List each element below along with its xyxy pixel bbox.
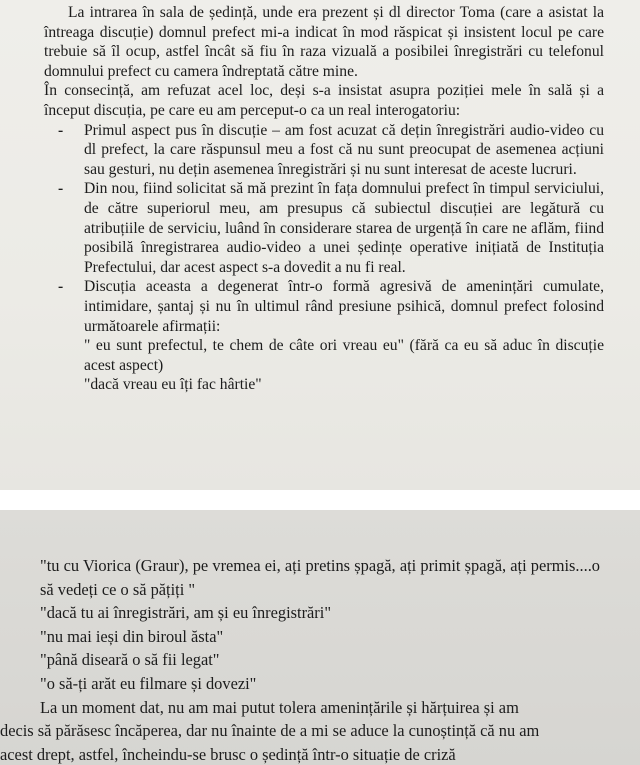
- bullet-item: [58, 121, 604, 180]
- paragraph-meeting-entry: La intrarea în sala de ședință, unde era prezent și dl director Toma (care a asistat la întreaga discuție) domnul prefect mi-a indicat în mod răspicat și insistent locul pe care trebuie să îl ocup, astfel încât să fiu în raza vizuală a posibilei înregistrări cu telefonul domnului prefect cu camera îndreptată către mine.: [44, 4, 604, 80]
- document-page-bottom: [0, 510, 640, 765]
- bullet-text: Din nou, fiind solicitat să mă prezint în fața domnului prefect în timpul serviciului, de către superiorul meu, am presupus că subiectul discuției are legătură cu atribuțiile de serviciu, luând în considerare starea de urgență în care ne aflăm, fiind posibilă înregistrarea audio-video a unei ședințe operative inițiată de Instituția Prefectului, dar acest aspect s-a dovedit a nu fi real.: [84, 180, 604, 276]
- quote-line: "dacă vreau eu îți fac hârtie": [84, 376, 262, 394]
- closing-paragraph: [0, 696, 640, 765]
- quote-line: "o să-ți arăt eu filmare și dovezi": [40, 673, 257, 693]
- page-top-text: [44, 3, 604, 395]
- bullet-item: [58, 179, 604, 277]
- closing-line: acest drept, astfel, încheindu-se brusc o ședință într-o situație de criză: [0, 744, 456, 764]
- bullet-text: Primul aspect pus în discuție – am fost acuzat că dețin înregistrări audio-video cu dl prefect, la care răspunsul meu a fost că nu sunt preocupat de asemenea acțiuni sau gesturi, nu dețin asemenea înregistrări și nu sunt interesat de aceste lucruri.: [84, 121, 604, 178]
- page-bottom-text: [0, 554, 640, 765]
- closing-line: La un moment dat, nu am mai putut tolera amenințările și hărțuirea și am: [40, 697, 519, 717]
- quote-line: "nu mai ieși din biroul ăsta": [40, 626, 224, 646]
- quote-line: "dacă tu ai înregistrări, am și eu înregistrări": [40, 603, 332, 623]
- bullet-dash: -: [58, 278, 64, 296]
- page-separator: [0, 490, 640, 510]
- bullet-item: [58, 277, 604, 336]
- paragraph-refusal: În consecință, am refuzat acel loc, deși s-a insistat asupra poziției mele în sală și a început discuția, pe care eu am perceput-o ca un real interogatoriu:: [44, 82, 604, 119]
- quote-line: "până diseară o să fii legat": [40, 650, 220, 670]
- bullet-dash: -: [58, 180, 64, 198]
- closing-line: decis să părăsesc încăperea, dar nu înainte de a mi se aduce la cunoștință că nu am: [0, 721, 540, 741]
- quote-line: "tu cu Viorica (Graur), pe vremea ei, ați pretins șpagă, ați primit șpagă, ați permis....o să vedeți ce o să pățiți ": [40, 556, 600, 599]
- quote-line: " eu sunt prefectul, te chem de câte ori vreau eu" (fără ca eu să aduc în discuție acest aspect): [84, 337, 604, 374]
- bullet-text: Discuția aceasta a degenerat într-o formă agresivă de amenințări cumulate, intimidare, șantaj și nu în ultimul rând presiune psihică, domnul prefect folosind următoarele afirmații:: [84, 278, 604, 335]
- bullet-dash: -: [58, 121, 64, 139]
